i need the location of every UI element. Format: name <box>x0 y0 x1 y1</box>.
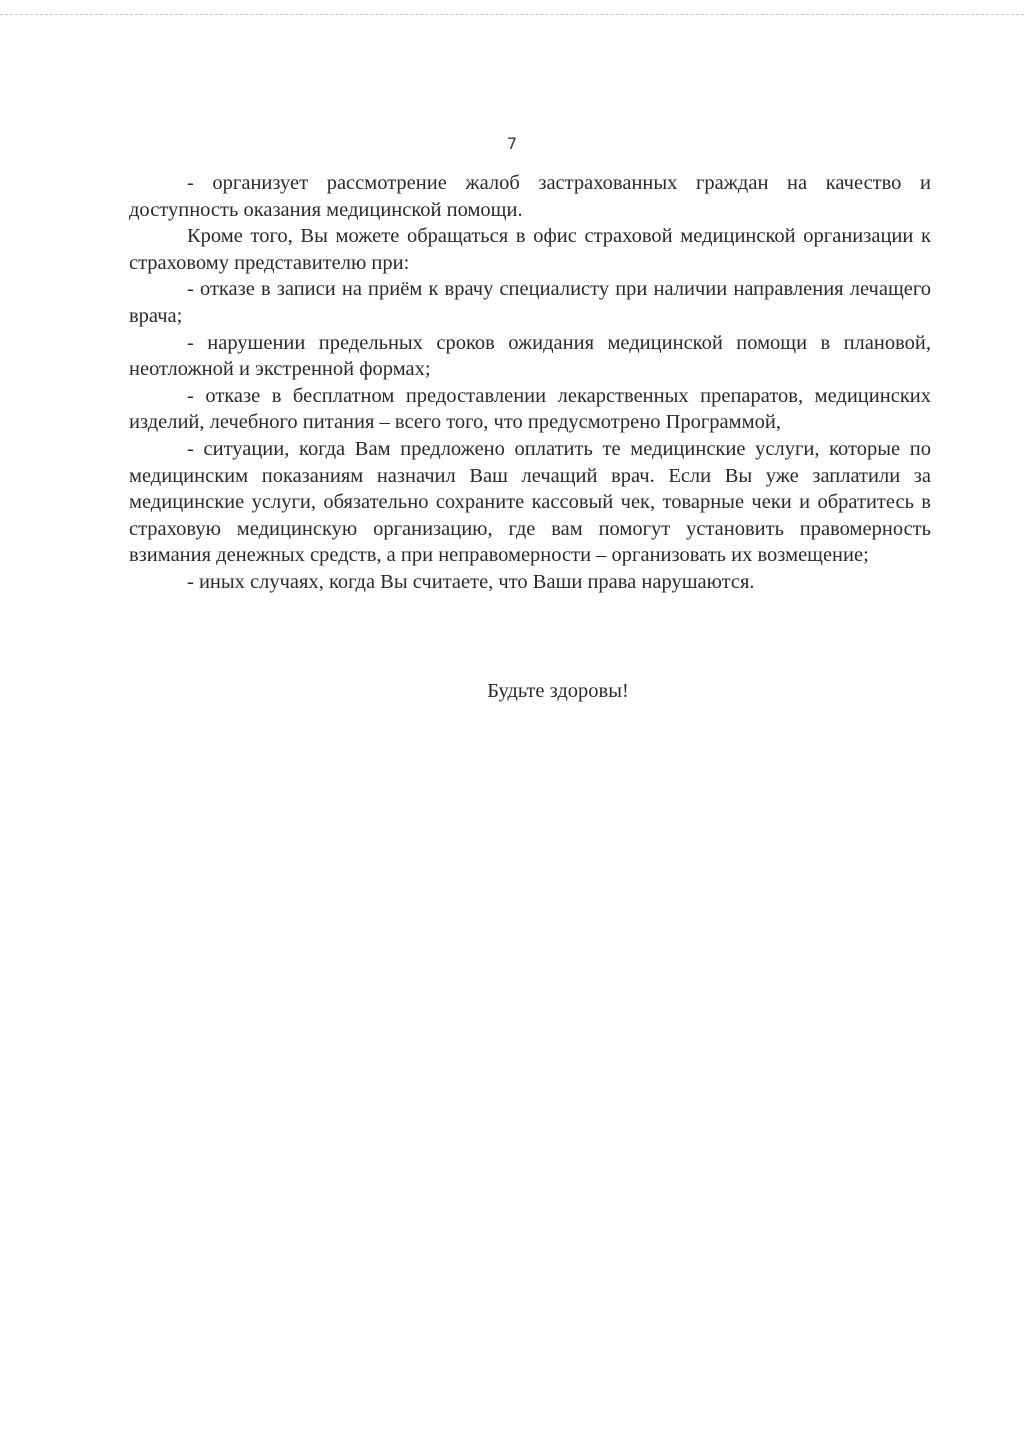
paragraph-other-cases: - иных случаях, когда Вы считаете, что Ваши права нарушаются. <box>187 570 755 593</box>
scan-edge-line <box>0 14 1024 15</box>
paragraph-complaints: - организует рассмотрение жалоб застрахованных граждан на качество и доступность оказания медицинской помощи. <box>129 172 931 221</box>
paragraph-free-provision: - отказе в бесплатном предоставлении лекарственных препаратов, медицинских изделий, лечебного питания – всего того, что предусмотрено Программой, <box>129 384 931 434</box>
closing-line: Будьте здоровы! <box>487 680 629 702</box>
document-body <box>129 170 931 596</box>
paragraph-office-contact: Кроме того, Вы можете обращаться в офис страховой медицинской организации к страховому представителю при: <box>129 225 931 274</box>
paragraph-payment-situation: - ситуации, когда Вам предложено оплатить те медицинские услуги, которые по медицинским показаниям назначил Ваш лечащий врач. Если Вы уже заплатили за медицинские услуги, обязательно сохраните кассовый чек, товарные чеки и обратитесь в страховую медицинскую организацию, где вам помогут установить правомерность взимания денежных средств, а при неправомерности – организовать их возмещение; <box>129 437 931 567</box>
paragraph-refusal-appointment: - отказе в записи на приём к врачу специалисту при наличии направления лечащего врача; <box>129 278 931 327</box>
page-number: 7 <box>506 134 518 153</box>
paragraph-waiting-times: - нарушении предельных сроков ожидания медицинской помощи в плановой, неотложной и экстренной формах; <box>129 331 931 381</box>
